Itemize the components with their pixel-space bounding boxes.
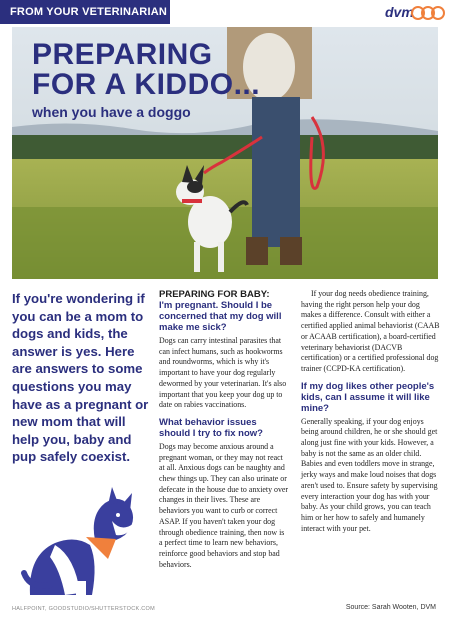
logo-360-icon [411, 2, 445, 24]
dog-illustration [20, 485, 150, 600]
answer-2: Dogs may become anxious around a pregnant woman, or they may not react at all. Anxious dogs can be naughty and chew things up. They can also urinate or defecate in the house due to anxiety over changes in their lives. These are behaviors you want to curb or correct ASAP. If you haven't taken your dog through obedience training, then now is a perfect time to learn new behaviors, reinforce good behaviors and stop bad behaviors. [159, 441, 289, 569]
article-column-1 [159, 289, 289, 570]
paragraph-training: If your dog needs obedience training, having the right person help your dog makes a difference. Consult with either a certified applied animal behaviorist (CAAB or ACAAB certification), a board-certified veterinary behaviorist (DACVB certification) or a certified professional dog trainer (CCPD-KA certification). [301, 289, 440, 373]
dvm360-logo [385, 2, 445, 24]
section-label: FROM YOUR VETERINARIAN [0, 0, 170, 24]
intro-text: If you're wondering if you can be a mom to dogs and kids, the answer is yes. Here are answers to some questions you may have as a pregnant or new mom that will help you, baby and pup safely coexist. [12, 291, 149, 465]
answer-3: Generally speaking, if your dog enjoys being around children, he or she should get along just fine with your kids. However, a baby is not the same as an older child. Babies and even toddlers move in strange, jerky ways and make loud noises that dogs aren't used to. Ensure safety by supervising every interaction your dog has with your baby. As your child grows, you can teach him or her how to safely and humanely interact with your pet. [301, 416, 438, 533]
section-heading: PREPARING FOR BABY: [159, 289, 270, 300]
photo-credit: HALFPOINT, GOODSTUDIO/SHUTTERSTOCK.COM [12, 606, 156, 612]
answer-1: Dogs can carry intestinal parasites that can infect humans, such as hookworms and roundworms, which is why it's important to have your dog regularly dewormed by your veterinarian. It's also important that you keep your dog up to date on rabies vaccinations. [159, 336, 287, 410]
source-credit: Source: Sarah Wooten, DVM [345, 604, 436, 611]
logo-text: dvm [385, 4, 414, 20]
article-column-2 [301, 289, 441, 534]
hero-title-line1: PREPARING [32, 38, 213, 71]
question-3: If my dog likes other people's kids, can I assume it will like mine? [301, 380, 435, 414]
hero-subtitle: when you have a doggo [32, 104, 191, 120]
question-2: What behavior issues should I try to fix now? [159, 416, 263, 439]
hero-title-line2: FOR A KIDDO... [32, 68, 261, 101]
question-1: I'm pregnant. Should I be concerned that my dog will make me sick? [159, 300, 282, 333]
hero-title [32, 40, 260, 100]
